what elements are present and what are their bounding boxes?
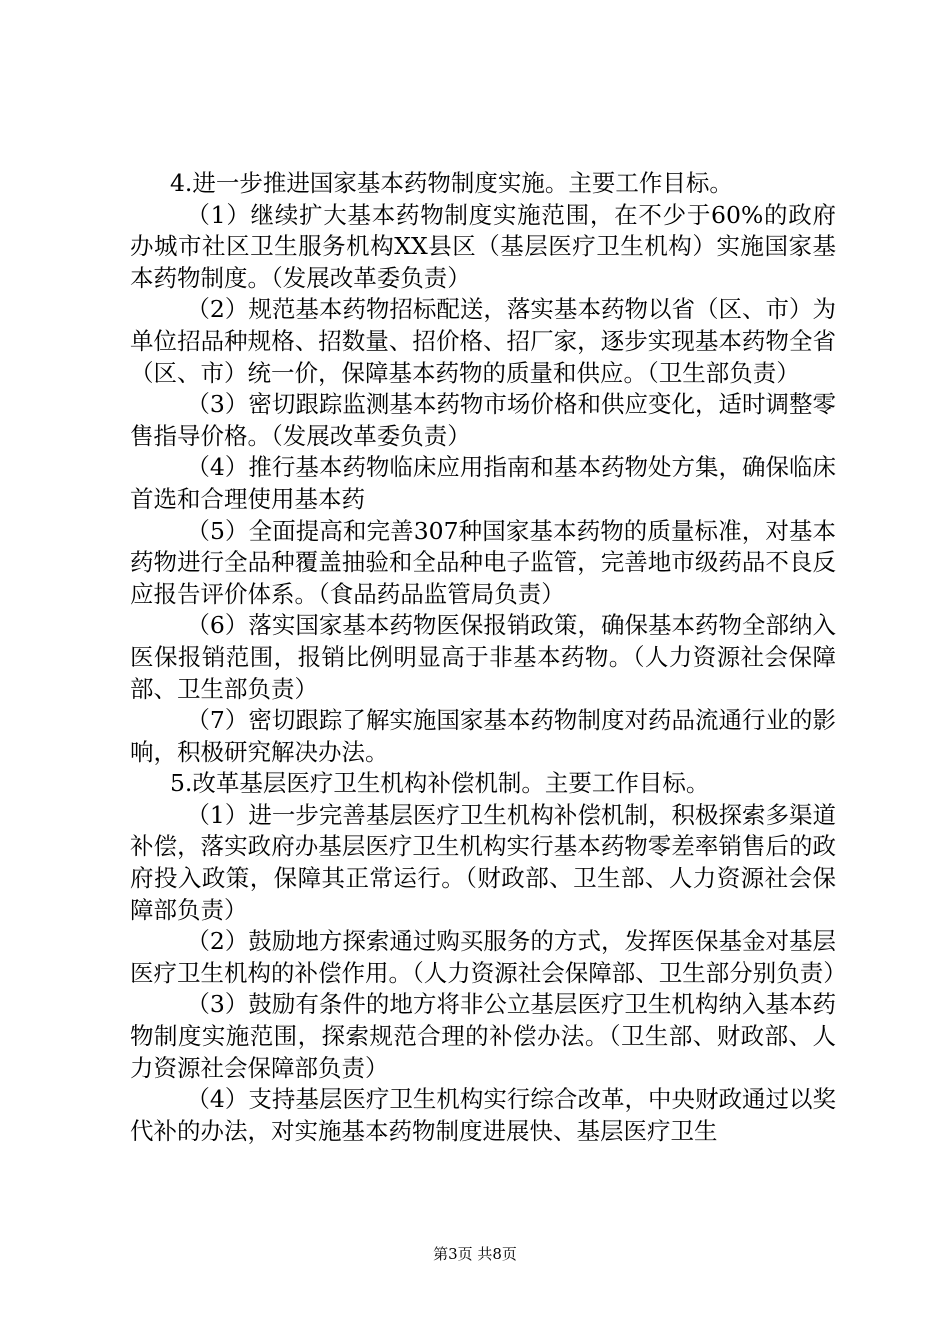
page-number-footer: 第3页 共8页 xyxy=(433,1245,517,1263)
document-body xyxy=(130,168,847,1147)
paragraph-5-1: （1）进一步完善基层医疗卫生机构补偿机制，积极探索多渠道补偿，落实政府办基层医疗卫生机构实行基本药物零差率销售后的政府投入政策，保障其正常运行。（财政部、卫生部、人力资源社会保障部负责） xyxy=(130,800,836,924)
section-heading-5: 5.改革基层医疗卫生机构补偿机制。主要工作目标。 xyxy=(169,769,710,798)
section-heading-4: 4.进一步推进国家基本药物制度实施。主要工作目标。 xyxy=(169,169,733,197)
paragraph-5-2: （2）鼓励地方探索通过购买服务的方式，发挥医保基金对基层医疗卫生机构的补偿作用。（人力资源社会保障部、卫生部分别负责） xyxy=(130,927,847,987)
paragraph-5-3: （3）鼓励有条件的地方将非公立基层医疗卫生机构纳入基本药物制度实施范围，探索规范合理的补偿办法。（卫生部、财政部、人力资源社会保障部负责） xyxy=(130,990,836,1082)
paragraph-4-6: （6）落实国家基本药物医保报销政策，确保基本药物全部纳入医保报销范围，报销比例明显高于非基本药物。（人力资源社会保障部、卫生部负责） xyxy=(130,611,836,703)
paragraph-4-1: （1）继续扩大基本药物制度实施范围，在不少于60%的政府办城市社区卫生服务机构XX县区（基层医疗卫生机构）实施国家基本药物制度。（发展改革委负责） xyxy=(130,200,836,292)
paragraph-4-4: （4）推行基本药物临床应用指南和基本药物处方集，确保临床首选和合理使用基本药 xyxy=(130,453,836,513)
paragraph-4-7: （7）密切跟踪了解实施国家基本药物制度对药品流通行业的影响，积极研究解决办法。 xyxy=(130,706,836,766)
paragraph-4-5: （5）全面提高和完善307种国家基本药物的质量标准，对基本药物进行全品种覆盖抽验和全品种电子监管，完善地市级药品不良反应报告评价体系。（食品药品监管局负责） xyxy=(130,516,836,608)
paragraph-4-2: （2）规范基本药物招标配送，落实基本药物以省（区、市）为单位招品种规格、招数量、招价格、招厂家，逐步实现基本药物全省（区、市）统一价，保障基本药物的质量和供应。（卫生部负责） xyxy=(130,295,836,387)
paragraph-4-3: （3）密切跟踪监测基本药物市场价格和供应变化，适时调整零售指导价格。（发展改革委负责） xyxy=(130,390,836,450)
paragraph-5-4: （4）支持基层医疗卫生机构实行综合改革，中央财政通过以奖代补的办法，对实施基本药物制度进展快、基层医疗卫生 xyxy=(130,1085,836,1145)
